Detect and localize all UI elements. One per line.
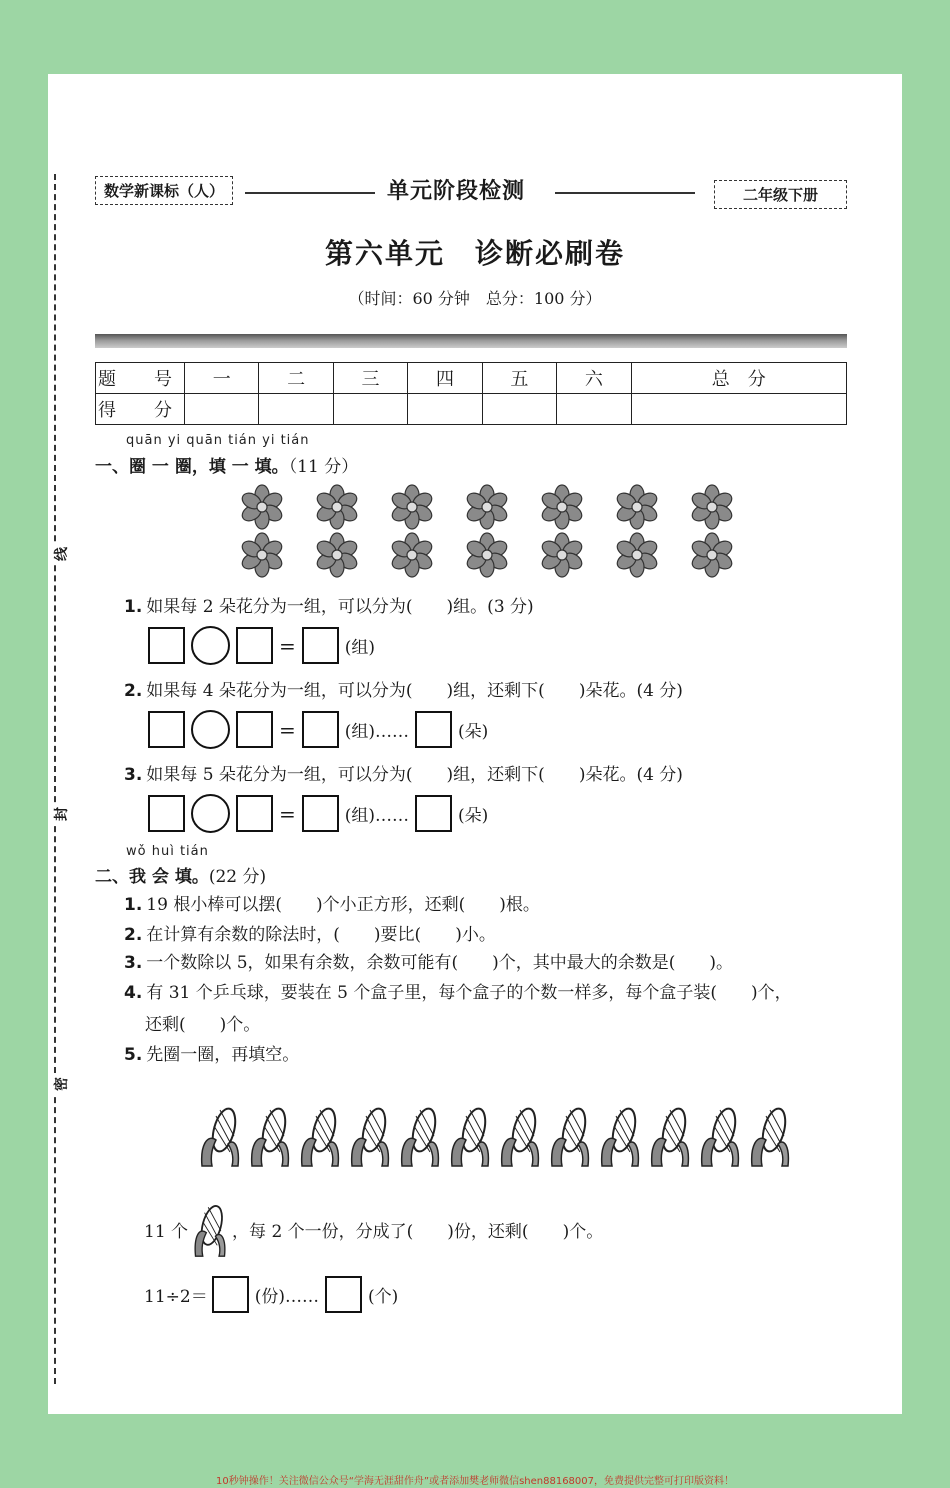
division-unit-1: (份)…… — [254, 1287, 319, 1307]
page-title: 第六单元 诊断必刷卷 — [324, 237, 625, 270]
flower-icon — [613, 484, 661, 530]
answer-box[interactable] — [302, 795, 339, 832]
question-2-2 — [124, 920, 496, 945]
question-1-2 — [124, 676, 683, 701]
division-expression: 11÷2＝ — [144, 1287, 208, 1307]
question-2-4 — [124, 978, 792, 1003]
header-row — [95, 176, 847, 210]
score-cell-1: 一 — [185, 363, 259, 394]
answer-box[interactable] — [148, 627, 185, 664]
score-table — [95, 362, 847, 425]
corn-line-suffix: ，每 2 个一份，分成了( )份，还剩( )个。 — [232, 1221, 604, 1242]
unit-label: (组)…… — [344, 722, 410, 742]
score-input[interactable] — [482, 394, 556, 425]
flower-icon — [538, 484, 586, 530]
answer-box[interactable] — [148, 711, 185, 748]
corn-icon — [198, 1104, 242, 1168]
header-rule-right — [555, 192, 695, 194]
corn-illustration — [198, 1104, 792, 1168]
question-number: 1. — [124, 597, 143, 617]
equals-sign: = — [279, 801, 296, 826]
remainder-box[interactable] — [415, 711, 452, 748]
corn-icon — [298, 1104, 342, 1168]
question-number: 1. — [124, 895, 143, 915]
question-text: 先圈一圈，再填空。 — [146, 1045, 300, 1065]
flower-illustration — [238, 484, 738, 580]
question-text: 如果每 5 朵花分为一组，可以分为( )组，还剩下( )朵花。(4 分) — [146, 765, 683, 785]
section1-title: 一、圈 一 圈，填 一 填。 — [95, 457, 289, 477]
score-cell-3: 三 — [333, 363, 407, 394]
flower-icon — [463, 532, 511, 578]
score-cell-total: 总 分 — [631, 363, 846, 394]
answer-box[interactable] — [302, 711, 339, 748]
question-text: 如果每 2 朵花分为一组，可以分为( )组。(3 分) — [146, 597, 534, 617]
operator-circle[interactable] — [191, 710, 230, 749]
unit-label-2: (朵) — [458, 722, 489, 742]
score-cell-2: 二 — [259, 363, 333, 394]
grade-label: 二年级下册 — [714, 180, 847, 209]
score-input[interactable] — [408, 394, 482, 425]
question-number: 2. — [124, 681, 143, 701]
equation-1-2 — [148, 710, 488, 749]
question-number: 3. — [124, 765, 143, 785]
corn-icon — [190, 1200, 230, 1258]
flower-icon — [538, 532, 586, 578]
unit-label-2: (朵) — [458, 806, 489, 826]
flower-row — [238, 532, 738, 578]
score-table-score-row — [96, 394, 847, 425]
answer-box-quotient[interactable] — [212, 1276, 249, 1313]
corn-icon — [248, 1104, 292, 1168]
answer-box[interactable] — [236, 711, 273, 748]
question-text: 19 根小棒可以摆( )个小正方形，还剩( )根。 — [146, 895, 540, 915]
score-cell-4: 四 — [408, 363, 482, 394]
flower-icon — [313, 484, 361, 530]
question-number: 2. — [124, 925, 143, 945]
equation-1-3 — [148, 794, 488, 833]
corn-icon — [548, 1104, 592, 1168]
flower-icon — [238, 532, 286, 578]
question-text: 在计算有余数的除法时，( )要比( )小。 — [146, 925, 496, 945]
question-2-4-continued: 还剩( )个。 — [145, 1015, 261, 1035]
corn-icon — [398, 1104, 442, 1168]
footer-notice: 10秒钟操作！关注微信公众号“学海无涯甜作舟”或者添加樊老师微信shen88168007，免费提供完整可打印版资料！ — [215, 1476, 735, 1487]
question-number: 3. — [124, 953, 143, 973]
section1-heading — [95, 452, 358, 477]
score-input[interactable] — [333, 394, 407, 425]
question-number: 4. — [124, 983, 143, 1003]
time-info: （时间：60 分钟 总分：100 分） — [348, 289, 602, 308]
corn-icon — [698, 1104, 742, 1168]
equation-1-1 — [148, 626, 375, 665]
division-equation — [144, 1276, 398, 1313]
score-cell-6: 六 — [557, 363, 631, 394]
flower-icon — [238, 484, 286, 530]
score-input-total[interactable] — [631, 394, 846, 425]
flower-row — [238, 484, 738, 530]
equals-sign: = — [279, 717, 296, 742]
score-input[interactable] — [259, 394, 333, 425]
answer-box-remainder[interactable] — [325, 1276, 362, 1313]
question-text: 有 31 个乒乓球，要装在 5 个盒子里，每个盒子的个数一样多，每个盒子装( )个， — [146, 983, 792, 1003]
score-row-label: 得 分 — [96, 394, 185, 425]
binding-char-feng: 封 — [52, 804, 72, 824]
header-rule-left — [245, 192, 375, 194]
section2-heading — [95, 862, 266, 887]
equals-sign: = — [279, 633, 296, 658]
flower-icon — [388, 484, 436, 530]
corn-icon — [598, 1104, 642, 1168]
corn-icon — [348, 1104, 392, 1168]
corn-icon — [748, 1104, 792, 1168]
question-number: 5. — [124, 1045, 143, 1065]
section1-points: （11 分） — [288, 457, 359, 477]
score-input[interactable] — [185, 394, 259, 425]
divider-bar — [95, 334, 847, 348]
subject-label: 数学新课标（人） — [95, 176, 233, 205]
question-1-3 — [124, 760, 683, 785]
question-text: 一个数除以 5，如果有余数，余数可能有( )个，其中最大的余数是( )。 — [146, 953, 734, 973]
flower-icon — [313, 532, 361, 578]
answer-box[interactable] — [302, 627, 339, 664]
question-1-1 — [124, 592, 534, 617]
score-table-header-row — [96, 363, 847, 394]
flower-icon — [688, 484, 736, 530]
corn-icon — [498, 1104, 542, 1168]
answer-box[interactable] — [236, 795, 273, 832]
flower-icon — [688, 532, 736, 578]
corn-icon — [648, 1104, 692, 1168]
section1-pinyin: quān yi quān tián yi tián — [126, 433, 310, 448]
remainder-box[interactable] — [415, 795, 452, 832]
question-2-5 — [124, 1040, 299, 1065]
operator-circle[interactable] — [191, 794, 230, 833]
corn-question-line — [144, 1200, 603, 1258]
binding-line — [54, 174, 70, 1384]
section2-pinyin: wǒ huì tián — [126, 844, 209, 859]
answer-box[interactable] — [236, 627, 273, 664]
binding-char-xian: 线 — [52, 544, 72, 564]
flower-icon — [388, 532, 436, 578]
section2-title: 二、我 会 填。 — [95, 867, 209, 887]
flower-icon — [613, 532, 661, 578]
question-text: 如果每 4 朵花分为一组，可以分为( )组，还剩下( )朵花。(4 分) — [146, 681, 683, 701]
score-cell-label: 题 号 — [96, 363, 185, 394]
score-input[interactable] — [557, 394, 631, 425]
unit-label: (组)…… — [344, 806, 410, 826]
question-2-1 — [124, 890, 540, 915]
question-2-3 — [124, 948, 733, 973]
unit-label: (组) — [344, 638, 376, 658]
operator-circle[interactable] — [191, 626, 230, 665]
section2-points: (22 分) — [208, 867, 267, 887]
exam-paper — [48, 74, 902, 1414]
corn-icon — [448, 1104, 492, 1168]
division-unit-2: (个) — [367, 1287, 399, 1307]
stage-title: 单元阶段检测 — [387, 179, 526, 204]
corn-line-prefix: 11 个 — [144, 1221, 189, 1242]
answer-box[interactable] — [148, 795, 185, 832]
score-cell-5: 五 — [482, 363, 556, 394]
binding-char-mi: 密 — [52, 1074, 72, 1094]
flower-icon — [463, 484, 511, 530]
